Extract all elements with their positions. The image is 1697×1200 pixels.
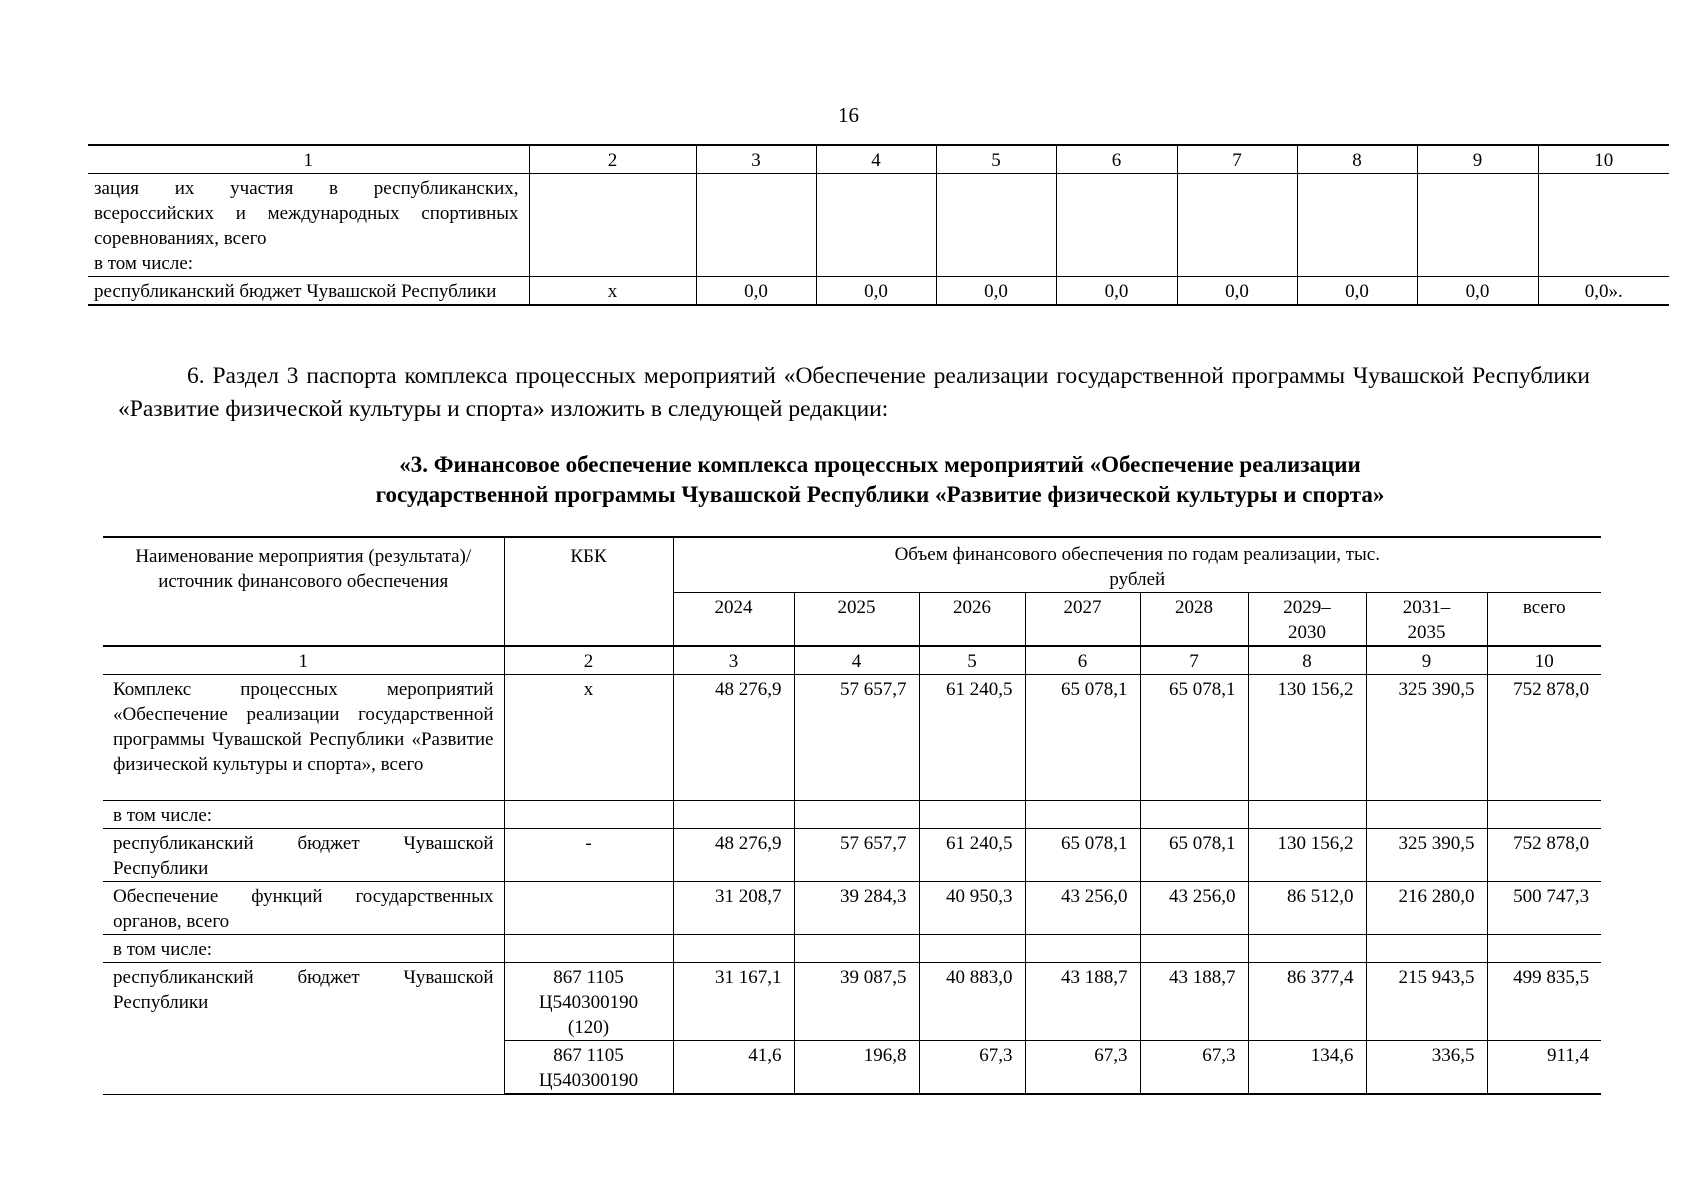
body-paragraph: 6. Раздел 3 паспорта комплекса процессных мероприятий «Обеспечение реализации государственной программы Чувашской Республики «Развитие физической культуры и спорта» изложить в следующей редакции: [118,363,1590,422]
value-cell: 911,4 [1487,1041,1601,1095]
year-header: 2028 [1140,593,1248,647]
year-header: 2025 [794,593,919,647]
table-row [88,277,1669,306]
header-name: Наименование мероприятия (результата)/источник финансового обеспечения [103,537,504,646]
value-cell: 130 156,2 [1248,675,1366,801]
year-header: 2031– 2035 [1366,593,1487,647]
page-number: 16 [838,103,859,127]
column-number: 3 [673,646,794,675]
value-cell: 41,6 [673,1041,794,1095]
value-cell: 0,0». [1538,277,1669,306]
row-name: республиканский бюджет Чувашской Республики [88,277,529,306]
value-cell: 0,0 [1297,277,1417,306]
year-header: всего [1487,593,1601,647]
value-cell: 500 747,3 [1487,882,1601,935]
column-number: 6 [1056,145,1177,174]
value-cell: 40 883,0 [919,963,1025,1041]
column-number: 10 [1538,145,1669,174]
value-cell: 325 390,5 [1366,675,1487,801]
year-header: 2026 [919,593,1025,647]
column-number: 7 [1140,646,1248,675]
value-cell: 336,5 [1366,1041,1487,1095]
table-row [103,882,1601,935]
value-cell: 65 078,1 [1025,675,1140,801]
column-number: 8 [1248,646,1366,675]
value-cell: 134,6 [1248,1041,1366,1095]
heading-line-1: «3. Финансовое обеспечение комплекса процессных мероприятий «Обеспечение реализации [399,452,1361,477]
value-cell: 86 377,4 [1248,963,1366,1041]
kbk-cell: - [504,829,673,882]
value-cell: 43 256,0 [1140,882,1248,935]
column-numbers-row [103,646,1601,675]
row-name: Обеспечение функций государственных органов, всего [103,882,504,935]
column-number: 9 [1366,646,1487,675]
column-number: 5 [919,646,1025,675]
column-number: 1 [103,646,504,675]
row-name: республиканский бюджет Чувашской Республики [103,963,504,1095]
kbk-cell: x [504,675,673,801]
column-number: 8 [1297,145,1417,174]
value-cell: 0,0 [816,277,936,306]
value-cell: 499 835,5 [1487,963,1601,1041]
row-subtitle: в том числе: [94,253,194,274]
value-cell: 39 284,3 [794,882,919,935]
column-number: 4 [794,646,919,675]
value-cell: 325 390,5 [1366,829,1487,882]
column-number: 9 [1417,145,1538,174]
value-cell: 0,0 [696,277,816,306]
column-number: 1 [88,145,529,174]
row-label: в том числе: [103,801,504,829]
year-header: 2029– 2030 [1248,593,1366,647]
value-cell: 40 950,3 [919,882,1025,935]
value-cell: 65 078,1 [1025,829,1140,882]
value-cell: 130 156,2 [1248,829,1366,882]
value-cell: 57 657,7 [794,675,919,801]
column-number: 2 [529,145,696,174]
table-row [88,174,1669,277]
kbk-cell: x [529,277,696,306]
value-cell: 61 240,5 [919,829,1025,882]
value-cell: 752 878,0 [1487,675,1601,801]
value-cell: 0,0 [1056,277,1177,306]
year-header: 2027 [1025,593,1140,647]
continuation-table [88,144,1669,306]
value-cell: 0,0 [936,277,1056,306]
value-cell: 43 256,0 [1025,882,1140,935]
value-cell: 43 188,7 [1140,963,1248,1041]
column-number: 10 [1487,646,1601,675]
header-kbk: КБК [504,537,673,646]
column-number: 3 [696,145,816,174]
kbk-cell: 867 1105 Ц540300190 [504,1041,673,1095]
table-row [103,935,1601,963]
value-cell: 67,3 [919,1041,1025,1095]
kbk-cell: 867 1105 Ц540300190 (120) [504,963,673,1041]
table-row [103,829,1601,882]
row-name-cell [88,174,529,277]
value-cell: 196,8 [794,1041,919,1095]
column-number: 5 [936,145,1056,174]
row-name: Комплекс процессных мероприятий «Обеспечение реализации государственной программы Чувашской Республики «Развитие физической культуры и спорта», всего [103,675,504,801]
value-cell: 31 208,7 [673,882,794,935]
column-number: 4 [816,145,936,174]
value-cell: 61 240,5 [919,675,1025,801]
value-cell: 48 276,9 [673,829,794,882]
value-cell: 31 167,1 [673,963,794,1041]
row-name: республиканский бюджет Чувашской Республики [103,829,504,882]
row-label: в том числе: [103,935,504,963]
value-cell: 0,0 [1417,277,1538,306]
table-row [103,675,1601,801]
column-number: 6 [1025,646,1140,675]
financing-table [103,536,1601,1095]
value-cell: 216 280,0 [1366,882,1487,935]
row-name: зация их участия в республиканских, всероссийских и международных спортивных соревнованиях, всего [94,178,519,249]
year-header: 2024 [673,593,794,647]
value-cell: 67,3 [1025,1041,1140,1095]
value-cell: 65 078,1 [1140,829,1248,882]
value-cell: 215 943,5 [1366,963,1487,1041]
value-cell: 39 087,5 [794,963,919,1041]
column-numbers-row [88,145,1669,174]
value-cell: 0,0 [1177,277,1297,306]
table-header-row [103,537,1601,593]
table-row [103,963,1601,1041]
kbk-cell [504,882,673,935]
table-row [103,801,1601,829]
value-cell: 43 188,7 [1025,963,1140,1041]
section-heading [160,450,1600,510]
value-cell: 65 078,1 [1140,675,1248,801]
value-cell: 57 657,7 [794,829,919,882]
value-cell: 86 512,0 [1248,882,1366,935]
heading-line-2: государственной программы Чувашской Республики «Развитие физической культуры и спорта» [375,482,1385,507]
column-number: 7 [1177,145,1297,174]
value-cell: 752 878,0 [1487,829,1601,882]
column-number: 2 [504,646,673,675]
value-cell: 48 276,9 [673,675,794,801]
header-volume: Объем финансового обеспечения по годам реализации, тыс. рублей [673,537,1601,593]
value-cell: 67,3 [1140,1041,1248,1095]
